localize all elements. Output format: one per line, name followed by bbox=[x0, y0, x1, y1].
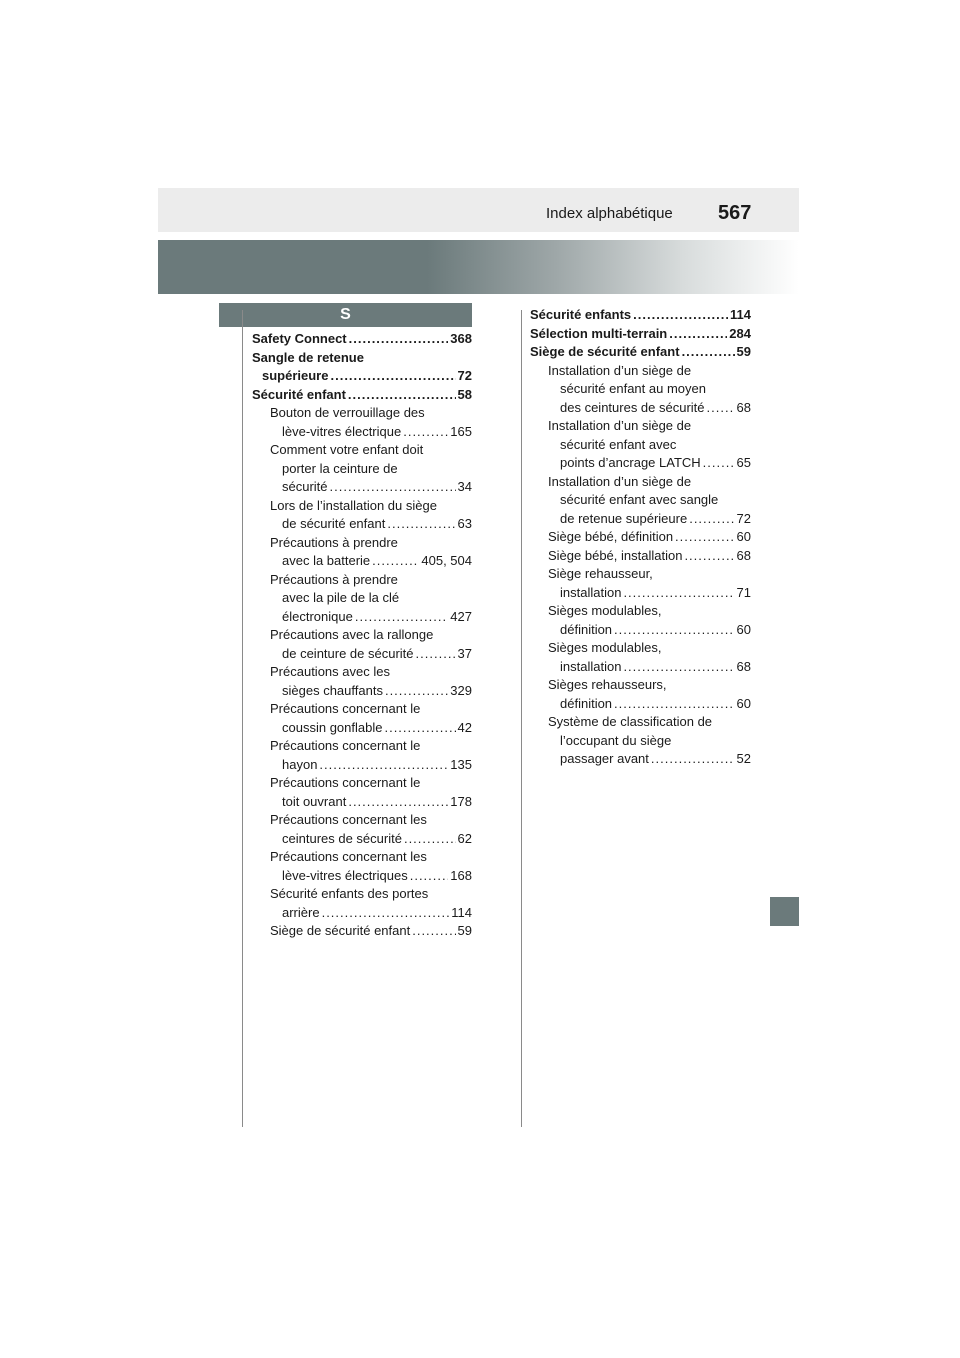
dot-leader bbox=[348, 793, 448, 812]
index-page-ref: 59 bbox=[457, 923, 472, 938]
index-entry-line: Sièges modulables, bbox=[548, 603, 662, 618]
index-entry-term: installation bbox=[560, 658, 622, 674]
index-page-ref: 68 bbox=[736, 547, 751, 563]
dot-leader bbox=[412, 922, 455, 941]
index-entry-term: électronique bbox=[282, 608, 353, 624]
dot-leader bbox=[614, 695, 734, 714]
index-entry-row bbox=[270, 719, 472, 738]
index-entry-row bbox=[548, 399, 751, 418]
index-page-ref: 60 bbox=[736, 529, 751, 544]
dot-leader bbox=[330, 478, 456, 497]
index-entry-line: Bouton de verrouillage des bbox=[270, 405, 425, 420]
index-entry-line: l’occupant du siège bbox=[560, 732, 672, 748]
index-subentry bbox=[252, 848, 472, 885]
dot-leader bbox=[403, 423, 448, 442]
column-divider-left bbox=[242, 310, 243, 1127]
index-column-left bbox=[252, 330, 472, 941]
index-entry-term: passager avant bbox=[560, 751, 649, 766]
index-entry-line: Précautions avec les bbox=[270, 664, 390, 679]
index-page-ref: 114 bbox=[451, 904, 472, 920]
dot-leader bbox=[614, 621, 734, 640]
dot-leader bbox=[349, 330, 449, 349]
index-page-ref: 165 bbox=[450, 423, 472, 439]
index-page-ref: 72 bbox=[457, 368, 472, 383]
index-entry-row bbox=[270, 645, 472, 664]
index-page-ref: 63 bbox=[457, 516, 472, 531]
index-entry-line: sécurité enfant avec sangle bbox=[560, 492, 719, 507]
dot-leader bbox=[330, 367, 455, 386]
dot-leader bbox=[623, 584, 734, 603]
index-entry-term: lève-vitres électriques bbox=[282, 867, 408, 883]
index-page-ref: 405, 504 bbox=[421, 553, 472, 568]
index-entry-term: ceintures de sécurité bbox=[282, 830, 402, 846]
dot-leader bbox=[684, 547, 734, 566]
index-entry-row bbox=[270, 552, 472, 571]
index-entry-row bbox=[270, 608, 472, 627]
index-entry-term: points d’ancrage LATCH bbox=[560, 455, 701, 470]
index-entry-row bbox=[270, 515, 472, 534]
index-entry-term: installation bbox=[560, 584, 622, 600]
letter-section-header: S bbox=[219, 303, 472, 327]
index-entry-line: Système de classification de bbox=[548, 714, 713, 729]
index-entry bbox=[530, 306, 751, 325]
header-bar bbox=[158, 188, 799, 232]
dot-leader bbox=[319, 756, 448, 775]
index-page-ref: 368 bbox=[450, 331, 472, 346]
index-page-ref: 59 bbox=[736, 344, 751, 359]
dot-leader bbox=[384, 719, 455, 738]
index-entry-line: Siège rehausseur, bbox=[548, 566, 653, 581]
index-subentry bbox=[252, 922, 472, 941]
index-entry-term: de ceinture de sécurité bbox=[282, 645, 414, 661]
index-entry-row bbox=[270, 756, 472, 775]
column-divider-right bbox=[521, 310, 522, 1127]
index-entry-row bbox=[252, 367, 472, 386]
index-entry bbox=[252, 330, 472, 349]
dot-leader bbox=[387, 515, 455, 534]
index-entry-term: Sécurité enfant bbox=[252, 386, 346, 402]
index-entry-line: Précautions concernant le bbox=[270, 701, 421, 716]
index-page-ref: 60 bbox=[736, 695, 751, 711]
index-entry-term: toit ouvrant bbox=[282, 793, 347, 809]
index-entry-term: Sélection multi-terrain bbox=[530, 325, 668, 341]
index-entry-term: de retenue supérieure bbox=[560, 510, 688, 526]
index-entry-term: Siège bébé, installation bbox=[548, 547, 683, 563]
index-subentry bbox=[252, 737, 472, 774]
index-entry-line: Sièges rehausseurs, bbox=[548, 677, 667, 692]
index-page-ref: 168 bbox=[450, 867, 472, 883]
index-entry-line: Lors de l’installation du siège bbox=[270, 497, 437, 513]
index-page-ref: 427 bbox=[450, 608, 472, 624]
index-subentry bbox=[252, 534, 472, 571]
chapter-tab bbox=[770, 897, 799, 926]
dot-leader bbox=[410, 867, 449, 886]
index-subentry bbox=[530, 639, 751, 676]
index-entry-term: sécurité bbox=[282, 479, 328, 494]
index-subentry bbox=[252, 571, 472, 627]
dot-leader bbox=[682, 343, 735, 362]
index-subentry bbox=[252, 885, 472, 922]
index-entry-line: Précautions concernant le bbox=[270, 775, 421, 790]
index-entry-line: Installation d’un siège de bbox=[548, 473, 692, 489]
index-subentry bbox=[252, 404, 472, 441]
index-subentry bbox=[530, 713, 751, 769]
index-entry-row bbox=[530, 343, 751, 362]
index-entry bbox=[530, 325, 751, 344]
dot-leader bbox=[385, 682, 448, 701]
index-entry bbox=[252, 386, 472, 405]
dot-leader bbox=[703, 454, 735, 473]
index-entry-row bbox=[270, 682, 472, 701]
index-entry-term: des ceintures de sécurité bbox=[560, 399, 705, 415]
index-page-ref: 114 bbox=[730, 307, 751, 322]
index-entry-line: porter la ceinture de bbox=[282, 460, 398, 476]
index-entry-row bbox=[530, 325, 751, 344]
index-subentry bbox=[252, 811, 472, 848]
index-entry-term: Sécurité enfants bbox=[530, 307, 632, 322]
index-entry-row bbox=[548, 454, 751, 473]
index-entry-line: Précautions à prendre bbox=[270, 571, 398, 587]
index-subentry bbox=[252, 497, 472, 534]
index-entry-term: définition bbox=[560, 695, 613, 711]
index-entry-term: hayon bbox=[282, 756, 318, 772]
index-entry-row bbox=[530, 306, 751, 325]
index-entry-term: définition bbox=[560, 621, 613, 637]
index-entry-row bbox=[270, 478, 472, 497]
index-entry-row bbox=[252, 386, 472, 405]
index-page-ref: 135 bbox=[450, 756, 472, 772]
index-subentry bbox=[252, 700, 472, 737]
index-entry-term: supérieure bbox=[262, 368, 329, 383]
index-entry-term: de sécurité enfant bbox=[282, 516, 386, 531]
index-entry-row bbox=[252, 330, 472, 349]
index-entry-row bbox=[548, 621, 751, 640]
index-entry bbox=[252, 349, 472, 386]
index-entry-row bbox=[548, 695, 751, 714]
index-subentry bbox=[530, 473, 751, 529]
index-entry-line: Sièges modulables, bbox=[548, 640, 662, 655]
index-entry-term: lève-vitres électrique bbox=[282, 423, 402, 439]
section-title: Index alphabétique bbox=[546, 205, 673, 222]
page-number: 567 bbox=[718, 202, 752, 224]
index-subentry bbox=[530, 528, 751, 547]
index-entry-row bbox=[270, 904, 472, 923]
index-entry bbox=[530, 343, 751, 362]
index-page-ref: 62 bbox=[457, 830, 472, 846]
dot-leader bbox=[675, 528, 734, 547]
dot-leader bbox=[623, 658, 734, 677]
index-entry-line: Précautions avec la rallonge bbox=[270, 627, 434, 642]
index-subentry bbox=[252, 441, 472, 497]
index-subentry bbox=[530, 547, 751, 566]
index-page-ref: 329 bbox=[450, 682, 472, 698]
index-subentry bbox=[252, 774, 472, 811]
index-page-ref: 68 bbox=[736, 399, 751, 415]
index-entry-row bbox=[270, 830, 472, 849]
index-entry-line: Comment votre enfant doit bbox=[270, 442, 424, 457]
index-page-ref: 60 bbox=[736, 621, 751, 637]
index-page-ref: 37 bbox=[457, 645, 472, 661]
index-entry-row bbox=[270, 793, 472, 812]
index-page-ref: 65 bbox=[736, 455, 751, 470]
index-entry-row bbox=[548, 528, 751, 547]
index-page-ref: 71 bbox=[736, 584, 751, 600]
index-entry-row bbox=[270, 423, 472, 442]
index-page-ref: 34 bbox=[457, 479, 472, 494]
dot-leader bbox=[404, 830, 456, 849]
index-entry-term: avec la batterie bbox=[282, 553, 371, 568]
index-entry-row bbox=[270, 867, 472, 886]
index-subentry bbox=[530, 362, 751, 418]
index-entry-row bbox=[548, 510, 751, 529]
dot-leader bbox=[669, 325, 727, 344]
dot-leader bbox=[348, 386, 456, 405]
index-entry-term: Siège de sécurité enfant bbox=[270, 923, 411, 938]
index-subentry bbox=[530, 417, 751, 473]
dot-leader bbox=[633, 306, 728, 325]
index-entry-line: Sécurité enfants des portes bbox=[270, 886, 429, 901]
index-entry-line: Sangle de retenue bbox=[252, 349, 364, 365]
index-entry-row bbox=[548, 750, 751, 769]
index-page-ref: 52 bbox=[736, 751, 751, 766]
index-entry-term: arrière bbox=[282, 904, 320, 920]
index-subentry bbox=[252, 663, 472, 700]
index-column-right bbox=[530, 306, 751, 769]
index-entry-line: sécurité enfant avec bbox=[560, 436, 677, 452]
index-page-ref: 42 bbox=[457, 719, 472, 735]
dot-leader bbox=[322, 904, 450, 923]
dot-leader bbox=[416, 645, 456, 664]
index-entry-row bbox=[548, 547, 751, 566]
index-entry-line: Précautions à prendre bbox=[270, 534, 398, 550]
index-page-ref: 72 bbox=[736, 510, 751, 526]
index-page-ref: 68 bbox=[736, 658, 751, 674]
index-subentry bbox=[252, 626, 472, 663]
index-subentry bbox=[530, 676, 751, 713]
dot-leader bbox=[689, 510, 734, 529]
index-entry-line: Précautions concernant les bbox=[270, 812, 427, 827]
index-subentry bbox=[530, 602, 751, 639]
index-entry-line: Précautions concernant le bbox=[270, 738, 421, 753]
index-entry-line: Installation d’un siège de bbox=[548, 362, 692, 378]
dot-leader bbox=[651, 750, 735, 769]
index-page-ref: 284 bbox=[729, 325, 751, 341]
index-entry-line: avec la pile de la clé bbox=[282, 590, 400, 605]
dot-leader bbox=[355, 608, 448, 627]
index-entry-term: coussin gonflable bbox=[282, 719, 383, 735]
index-page-ref: 58 bbox=[457, 386, 472, 402]
decorative-band bbox=[158, 240, 799, 294]
index-entry-term: sièges chauffants bbox=[282, 682, 383, 698]
index-subentry bbox=[530, 565, 751, 602]
index-entry-term: Safety Connect bbox=[252, 331, 347, 346]
index-page-ref: 178 bbox=[450, 793, 472, 809]
dot-leader bbox=[372, 552, 419, 571]
index-entry-term: Siège de sécurité enfant bbox=[530, 344, 680, 359]
index-entry-line: Précautions concernant les bbox=[270, 849, 427, 864]
dot-leader bbox=[707, 399, 735, 418]
index-entry-row bbox=[548, 658, 751, 677]
index-entry-line: sécurité enfant au moyen bbox=[560, 381, 706, 396]
index-entry-row bbox=[270, 922, 472, 941]
index-entry-term: Siège bébé, définition bbox=[548, 529, 674, 544]
index-entry-row bbox=[548, 584, 751, 603]
index-entry-line: Installation d’un siège de bbox=[548, 418, 692, 433]
